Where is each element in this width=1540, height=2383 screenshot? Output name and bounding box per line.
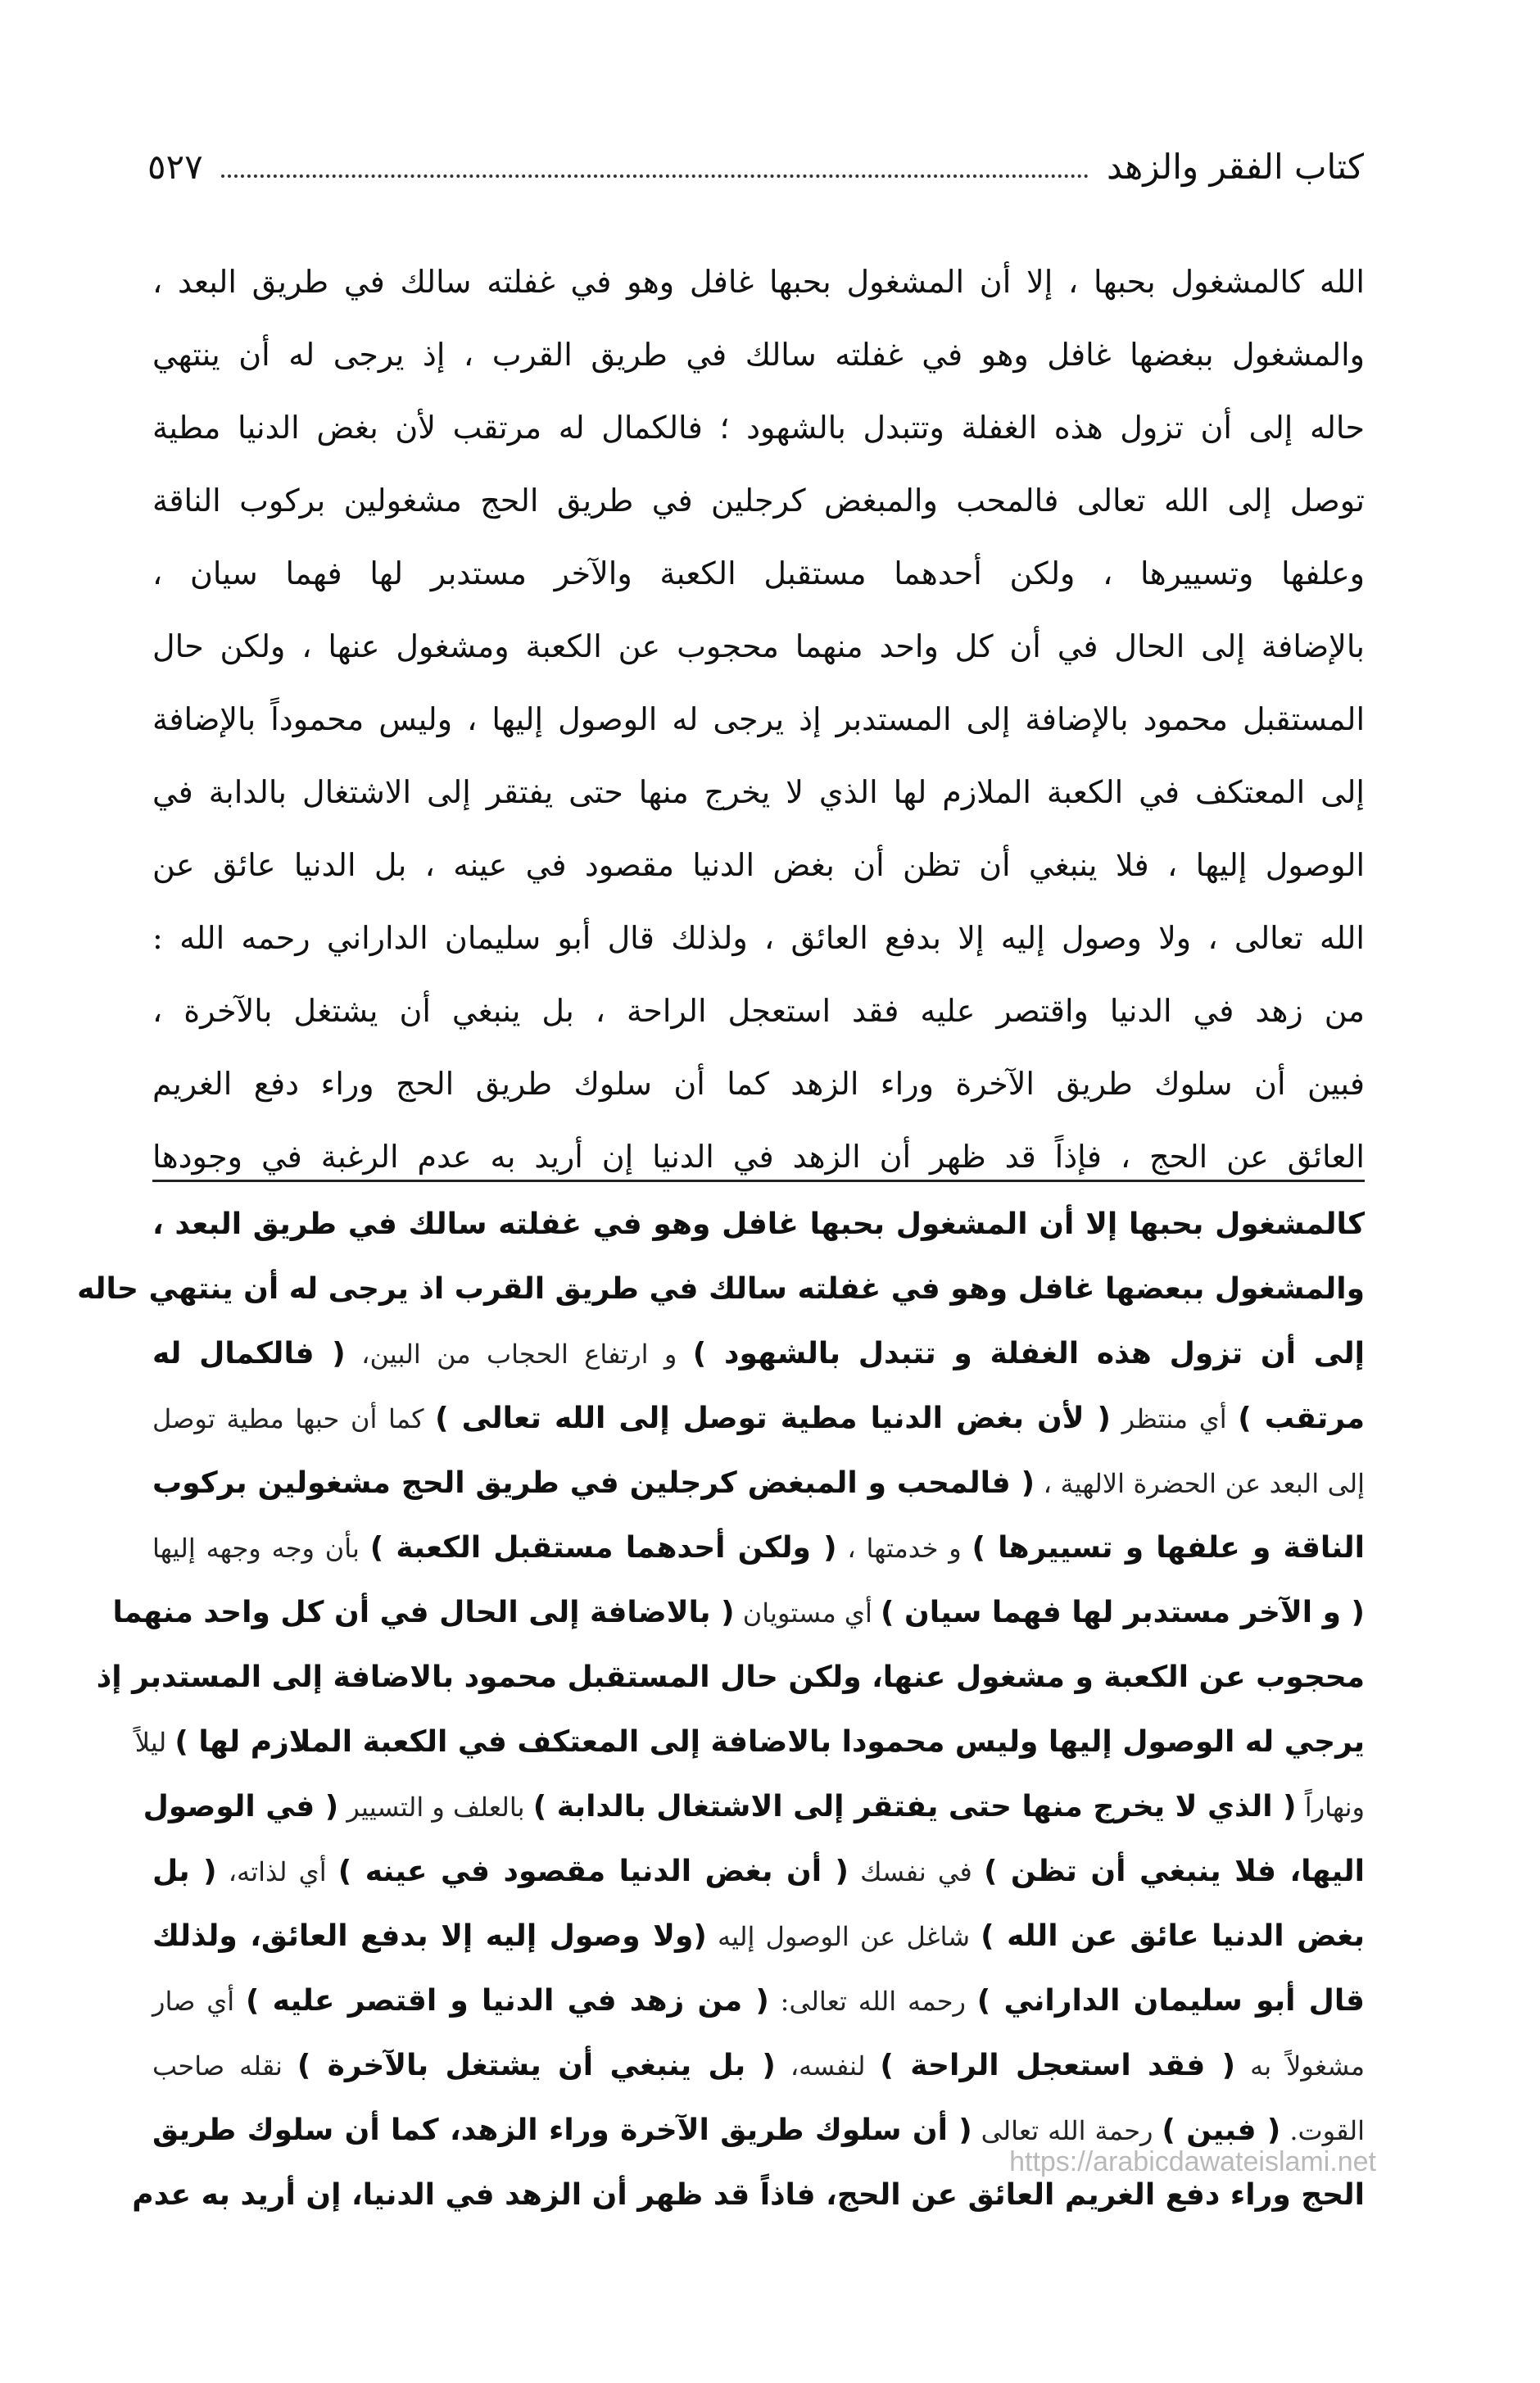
quoted-source-text: ( أن سلوك طريق الآخرة وراء الزهد، كما أن سلوك طريق: [152, 2113, 972, 2147]
quoted-source-text: (ولا وصول إليه إلا بدفع العائق، ولذلك: [152, 1919, 707, 1953]
commentary-gloss: ونهاراً: [1296, 1792, 1365, 1823]
main-text-line: الله تعالى ، ولا وصول إليه إلا بدفع العائق ، ولذلك قال أبو سليمان الداراني رحمه الله :: [152, 920, 1365, 956]
commentary-line: [152, 1386, 1365, 1451]
quoted-source-text: قال أبو سليمان الداراني ): [976, 1984, 1366, 2018]
commentary-line: [152, 1321, 1365, 1386]
commentary-gloss: أي مستويان: [734, 1597, 881, 1629]
commentary-gloss: و خدمتها ،: [836, 1533, 972, 1564]
commentary-gloss: كما أن حبها مطية توصل: [152, 1403, 436, 1434]
quoted-source-text: مرتقب ): [1238, 1402, 1365, 1435]
quoted-source-text: ( فبين ): [1162, 2113, 1281, 2147]
commentary-line: [152, 1968, 1365, 2033]
main-text-line: وعلفها وتسييرها ، ولكن أحدهما مستقبل الكعبة والآخر مستدبر لها فهما سيان ،: [152, 555, 1365, 591]
quoted-source-text: والمشغول ببعضها غافل وهو في غفلته سالك في طريق القرب اذ يرجى له أن ينتهي حاله: [77, 1272, 1365, 1306]
commentary-gloss: بأن وجه وجهه إليها: [152, 1533, 370, 1564]
commentary-gloss: لنفسه،: [775, 2050, 881, 2082]
main-text-line: حاله إلى أن تزول هذه الغفلة وتتبدل بالشهود ؛ فالكمال له مرتقب لأن بغض الدنيا مطية: [152, 410, 1365, 446]
main-text-line: من زهد في الدنيا واقتصر عليه فقد استعجل الراحة ، بل ينبغي أن يشتغل بالآخرة ،: [152, 993, 1365, 1029]
quoted-source-text: ( بالاضافة إلى الحال في أن كل واحد منهما: [112, 1596, 735, 1629]
watermark-url: https://arabicdawateislami.net: [1009, 2146, 1376, 2177]
quoted-source-text: ( ولكن أحدهما مستقبل الكعبة ): [369, 1531, 837, 1565]
commentary-gloss: إلى البعد عن الحضرة الالهية ،: [1035, 1468, 1365, 1499]
quoted-source-text: ( أن بغض الدنيا مقصود في عينه ): [337, 1855, 849, 1888]
commentary-gloss: أي لذاته،: [216, 1856, 338, 1887]
commentary-block: [77, 1192, 1366, 2227]
quoted-source-text: ( من زهد في الدنيا و اقتصر عليه ): [246, 1984, 769, 2018]
commentary-line: [143, 1774, 1365, 1839]
commentary-line: [77, 1257, 1365, 1321]
commentary-gloss: أي منتظر: [1111, 1403, 1239, 1434]
quoted-source-text: ( في الوصول: [143, 1790, 339, 1823]
quoted-source-text: الناقة و علفها و تسييرها ): [972, 1531, 1365, 1565]
quoted-source-text: ( فقد استعجل الراحة ): [880, 2049, 1236, 2082]
commentary-line: [134, 1710, 1365, 1774]
quoted-source-text: ( الذي لا يخرج منها حتى يفتقر إلى الاشتغال بالدابة ): [532, 1790, 1297, 1823]
quoted-source-text: الحج وراء دفع الغريم العائق عن الحج، فاذاً قد ظهر أن الزهد في الدنيا، إن أريد به عدم: [132, 2178, 1365, 2212]
commentary-gloss: شاغل عن الوصول إليه: [706, 1921, 981, 1952]
commentary-gloss: نقله صاحب: [152, 2050, 297, 2082]
commentary-gloss: مشغولاً به: [1235, 2050, 1366, 2082]
quoted-source-text: يرجي له الوصول إليها وليس محمودا بالاضافة إلى المعتكف في الكعبة الملازم لها ): [174, 1725, 1365, 1759]
main-text-block: [152, 246, 1365, 1194]
quoted-source-text: كالمشغول بحبها إلا أن المشغول بحبها غافل وهو في غفلته سالك في طريق البعد ،: [152, 1207, 1365, 1241]
quoted-source-text: ( فالكمال له: [152, 1337, 346, 1370]
main-text-line: توصل إلى الله تعالى فالمحب والمبغض كرجلين في طريق الحج مشغولين بركوب الناقة: [152, 482, 1365, 519]
quoted-source-text: اليها، فلا ينبغي أن تظن ): [983, 1855, 1365, 1888]
main-text-line: العائق عن الحج ، فإذاً قد ظهر أن الزهد في الدنيا إن أريد به عدم الرغبة في وجودها: [152, 1139, 1365, 1175]
quoted-source-text: ( لأن بغض الدنيا مطية توصل إلى الله تعالى ): [435, 1402, 1112, 1435]
leader-dots: [221, 174, 1089, 178]
commentary-line: [152, 1904, 1365, 1968]
commentary-line: [152, 1839, 1365, 1904]
commentary-gloss: رحمه الله تعالى:: [768, 1986, 977, 2017]
commentary-gloss: القوت.: [1280, 2115, 1366, 2146]
commentary-line: [152, 1451, 1365, 1515]
commentary-line: [96, 1645, 1365, 1710]
quoted-source-text: ( فالمحب و المبغض كرجلين في طريق الحج مشغولين بركوب: [152, 1466, 1035, 1500]
commentary-line: [152, 2033, 1365, 2098]
main-text-line: الله كالمشغول بحبها ، إلا أن المشغول بحبها غافل وهو في غفلته سالك في طريق البعد ،: [152, 264, 1365, 300]
running-header: [147, 138, 1364, 195]
quoted-source-text: محجوب عن الكعبة و مشغول عنها، ولكن حال المستقبل محمود بالاضافة إلى المستدبر إذ: [96, 1660, 1365, 1694]
main-text-line: المستقبل محمود بالإضافة إلى المستدبر إذ يرجى له الوصول إليها ، وليس محموداً بالإضافة: [152, 701, 1365, 737]
commentary-gloss: أي صار: [152, 1986, 247, 2017]
footnote-divider: [152, 1180, 1365, 1182]
main-text-line: الوصول إليها ، فلا ينبغي أن تظن أن بغض الدنيا مقصود في عينه ، بل الدنيا عائق عن: [152, 847, 1365, 883]
commentary-line: [152, 1192, 1365, 1257]
page-number: ٥٢٧: [147, 146, 203, 187]
quoted-source-text: ( بل ينبغي أن يشتغل بالآخرة ): [297, 2049, 776, 2082]
commentary-gloss: بالعلف و التسيير: [338, 1792, 533, 1823]
quoted-source-text: بغض الدنيا عائق عن الله ): [981, 1919, 1366, 1953]
main-text-line: فبين أن سلوك طريق الآخرة وراء الزهد كما أن سلوك طريق الحج وراء دفع الغريم: [152, 1066, 1365, 1102]
commentary-gloss: في نفسك: [849, 1856, 984, 1887]
commentary-line: [112, 1580, 1365, 1645]
commentary-gloss: و ارتفاع الحجاب من البين،: [345, 1339, 693, 1370]
quoted-source-text: ( بل: [152, 1855, 217, 1888]
commentary-gloss: رحمة الله تعالى: [972, 2115, 1162, 2146]
quoted-source-text: ( و الآخر مستدبر لها فهما سيان ): [881, 1596, 1365, 1629]
main-text-line: والمشغول ببغضها غافل وهو في غفلته سالك في طريق القرب ، إذ يرجى له أن ينتهي: [152, 337, 1365, 373]
commentary-line: [152, 1515, 1365, 1580]
commentary-gloss: ليلاً: [134, 1727, 175, 1758]
quoted-source-text: إلى أن تزول هذه الغفلة و تتبدل بالشهود ): [692, 1337, 1366, 1370]
main-text-line: بالإضافة إلى الحال في أن كل واحد منهما محجوب عن الكعبة ومشغول عنها ، ولكن حال: [152, 628, 1365, 664]
main-text-line: إلى المعتكف في الكعبة الملازم لها الذي لا يخرج منها حتى يفتقر إلى الاشتغال بالدابة في: [152, 774, 1365, 810]
chapter-title: كتاب الفقر والزهد: [1107, 146, 1364, 187]
